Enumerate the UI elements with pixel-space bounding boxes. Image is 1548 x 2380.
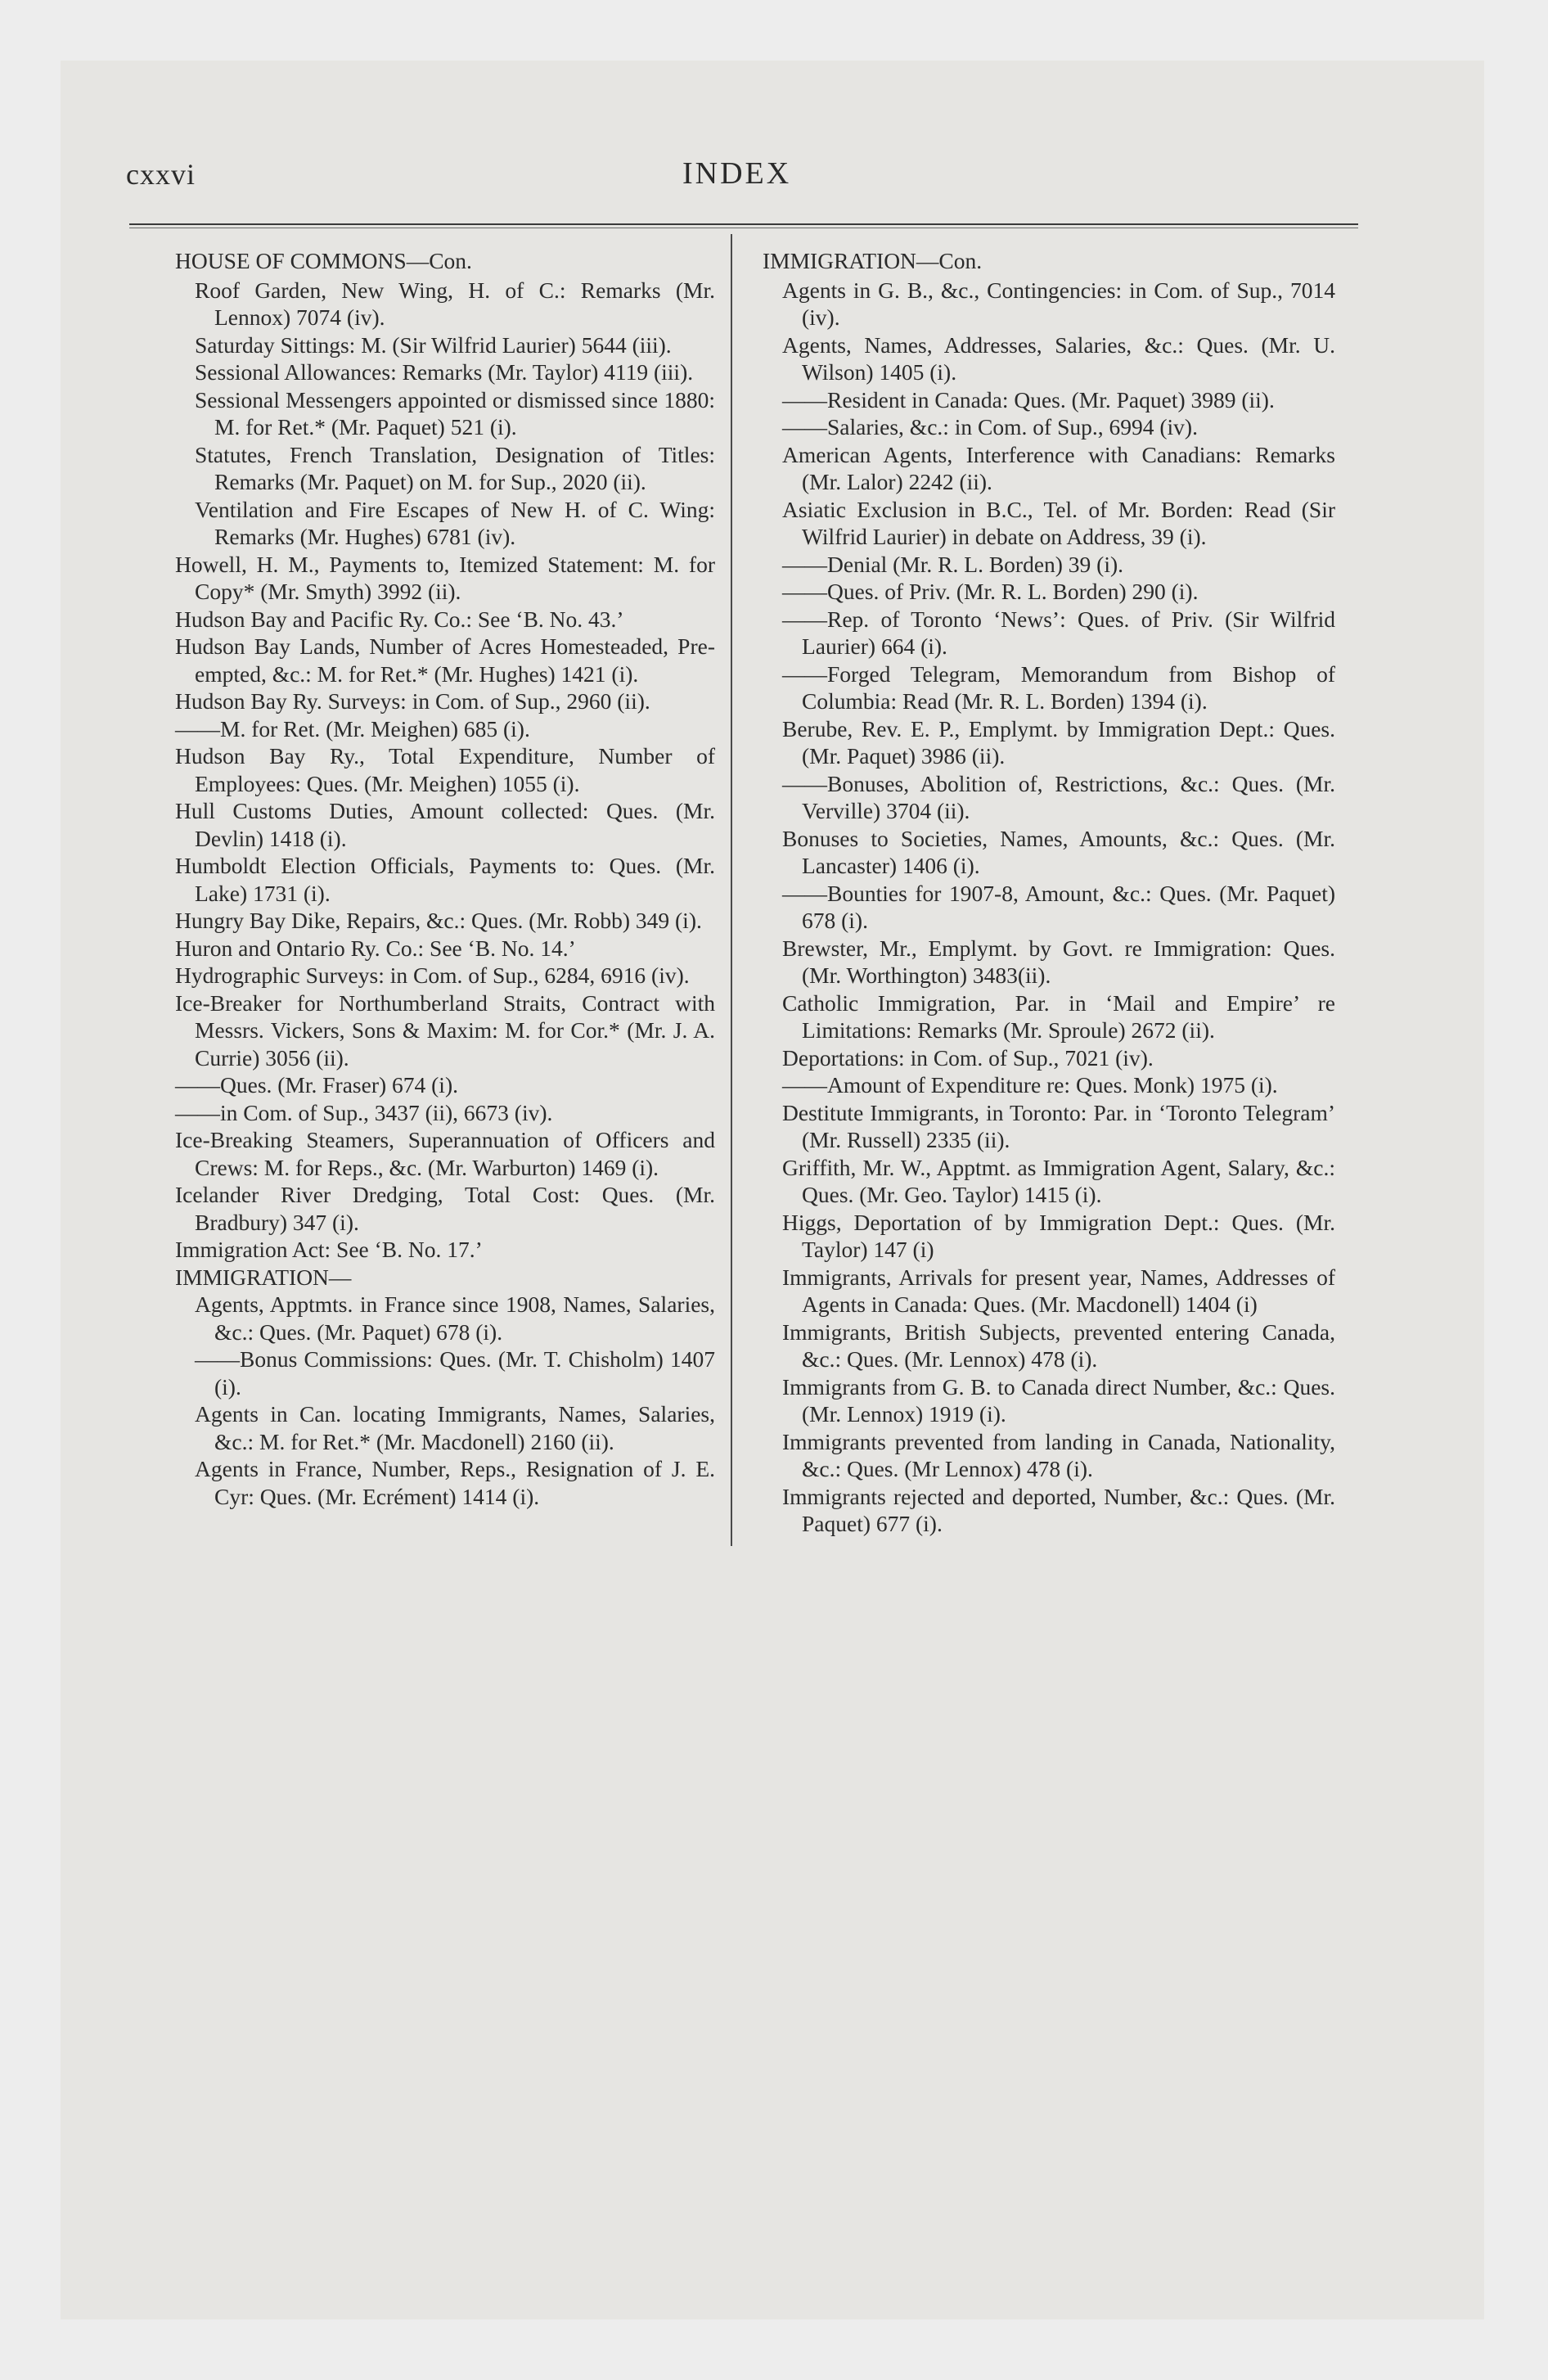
index-entry: Higgs, Deportation of by Immigration Dept.: Ques. (Mr. Taylor) 147 (i) [782,1209,1335,1262]
index-entry: Hudson Bay Ry. Surveys: in Com. of Sup., 2960 (ii). [175,688,650,714]
index-entry: Bonuses to Societies, Names, Amounts, &c.: Ques. (Mr. Lancaster) 1406 (i). [782,825,1335,878]
index-entry: Huron and Ontario Ry. Co.: See ‘B. No. 14.’ [175,935,576,961]
left-entry-list [175,277,715,1511]
index-entry: Agents in France, Number, Reps., Resignation of J. E. Cyr: Ques. (Mr. Ecrément) 1414 (i). [195,1456,715,1509]
index-entry: ——Amount of Expenditure re: Ques. Monk) 1975 (i). [782,1072,1278,1098]
index-entry: Immigrants, British Subjects, prevented entering Canada, &c.: Ques. (Mr. Lennox) 478 (i). [782,1318,1335,1372]
index-entry: Saturday Sittings: M. (Sir Wilfrid Laurier) 5644 (iii). [195,331,672,358]
header-rule [129,223,1358,228]
index-entry: Howell, H. M., Payments to, Itemized Statement: M. for Copy* (Mr. Smyth) 3992 (ii). [175,551,715,604]
index-entry: Griffith, Mr. W., Apptmt. as Immigration Agent, Salary, &c.: Ques. (Mr. Geo. Taylor) 1415 (i). [782,1154,1335,1207]
index-entry: Roof Garden, New Wing, H. of C.: Remarks (Mr. Lennox) 7074 (iv). [195,277,715,330]
index-entry: ——Salaries, &c.: in Com. of Sup., 6994 (iv). [782,414,1198,439]
index-section-heading: IMMIGRATION— [175,1264,352,1290]
index-entry: Sessional Messengers appointed or dismissed since 1880: M. for Ret.* (Mr. Paquet) 521 (i). [195,386,715,439]
index-entry: Statutes, French Translation, Designation of Titles: Remarks (Mr. Paquet) on M. for Sup., 2020 (ii). [195,441,715,494]
index-entry: ——in Com. of Sup., 3437 (ii), 6673 (iv). [175,1099,553,1125]
index-entry: Destitute Immigrants, in Toronto: Par. in ‘Toronto Telegram’ (Mr. Russell) 2335 (ii). [782,1099,1335,1152]
left-column-heading: HOUSE OF COMMONS—Con. [175,248,472,273]
index-entry: Ventilation and Fire Escapes of New H. of C. Wing: Remarks (Mr. Hughes) 6781 (iv). [195,496,715,549]
index-entry: Catholic Immigration, Par. in ‘Mail and Empire’ re Limitations: Remarks (Mr. Sproule) 2672 (ii). [782,989,1335,1043]
index-entry: Immigrants rejected and deported, Number, &c.: Ques. (Mr. Paquet) 677 (i). [782,1483,1335,1536]
left-column [175,247,715,1510]
index-entry: Immigrants prevented from landing in Canada, Nationality, &c.: Ques. (Mr Lennox) 478 (i). [782,1428,1335,1481]
index-entry: Sessional Allowances: Remarks (Mr. Taylor) 4119 (iii). [195,359,694,385]
index-entry: Icelander River Dredging, Total Cost: Ques. (Mr. Bradbury) 347 (i). [175,1182,715,1235]
index-entry: ——Forged Telegram, Memorandum from Bishop of Columbia: Read (Mr. R. L. Borden) 1394 (i). [782,660,1335,714]
page-header [61,61,1484,224]
index-entry: Immigrants from G. B. to Canada direct Number, &c.: Ques. (Mr. Lennox) 1919 (i). [782,1373,1335,1427]
index-entry: ——Resident in Canada: Ques. (Mr. Paquet) 3989 (ii). [782,386,1275,412]
index-entry: ——Bonus Commissions: Ques. (Mr. T. Chisholm) 1407 (i). [195,1346,715,1400]
right-column [763,247,1335,1538]
index-entry: ——M. for Ret. (Mr. Meighen) 685 (i). [175,715,530,741]
index-entry: Hudson Bay Lands, Number of Acres Homesteaded, Pre-empted, &c.: M. for Ret.* (Mr. Hughes) 1421 (i). [175,633,715,687]
index-entry: Hungry Bay Dike, Repairs, &c.: Ques. (Mr. Robb) 349 (i). [175,908,702,933]
index-entry: Immigrants, Arrivals for present year, Names, Addresses of Agents in Canada: Ques. (Mr. Macdonell) 1404 (i) [782,1264,1335,1317]
index-entry: ——Ques. (Mr. Fraser) 674 (i). [175,1072,458,1098]
index-entry: Agents, Names, Addresses, Salaries, &c.: Ques. (Mr. U. Wilson) 1405 (i). [782,331,1335,385]
right-entry-list [763,277,1335,1538]
index-entry: Agents in Can. locating Immigrants, Names, Salaries, &c.: M. for Ret.* (Mr. Macdonell) 2160 (ii). [195,1401,715,1454]
index-entry: Ice-Breaker for Northumberland Straits, Contract with Messrs. Vickers, Sons & Maxim: M. for Cor.* (Mr. J. A. Currie) 3056 (ii). [175,989,715,1071]
index-entry: Ice-Breaking Steamers, Superannuation of Officers and Crews: M. for Reps., &c. (Mr. Warburton) 1469 (i). [175,1127,715,1180]
column-divider [731,234,732,1546]
index-entry: Deportations: in Com. of Sup., 7021 (iv). [782,1044,1154,1071]
index-entry: Humboldt Election Officials, Payments to: Ques. (Mr. Lake) 1731 (i). [175,853,715,906]
running-head: INDEX [682,156,792,191]
index-page [61,61,1484,2319]
index-entry: Hull Customs Duties, Amount collected: Ques. (Mr. Devlin) 1418 (i). [175,798,715,851]
index-entry: American Agents, Interference with Canadians: Remarks (Mr. Lalor) 2242 (ii). [782,441,1335,494]
index-entry: ——Bonuses, Abolition of, Restrictions, &c.: Ques. (Mr. Verville) 3704 (ii). [782,770,1335,823]
index-entry: ——Rep. of Toronto ‘News’: Ques. of Priv. (Sir Wilfrid Laurier) 664 (i). [782,606,1335,659]
index-entry: Brewster, Mr., Emplymt. by Govt. re Immigration: Ques. (Mr. Worthington) 3483(ii). [782,935,1335,988]
index-entry: Berube, Rev. E. P., Emplymt. by Immigration Dept.: Ques. (Mr. Paquet) 3986 (ii). [782,715,1335,769]
index-entry: ——Bounties for 1907-8, Amount, &c.: Ques. (Mr. Paquet) 678 (i). [782,880,1335,933]
index-entry: Hudson Bay and Pacific Ry. Co.: See ‘B. No. 43.’ [175,606,624,632]
index-entry: Hydrographic Surveys: in Com. of Sup., 6284, 6916 (iv). [175,962,690,988]
index-entry: Agents in G. B., &c., Contingencies: in Com. of Sup., 7014 (iv). [782,277,1335,330]
index-entry: Agents, Apptmts. in France since 1908, Names, Salaries, &c.: Ques. (Mr. Paquet) 678 (i). [195,1291,715,1345]
index-entry: Asiatic Exclusion in B.C., Tel. of Mr. Borden: Read (Sir Wilfrid Laurier) in debate on Address, 39 (i). [782,496,1335,549]
index-entry: ——Ques. of Priv. (Mr. R. L. Borden) 290 (i). [782,579,1199,604]
index-entry: Immigration Act: See ‘B. No. 17.’ [175,1237,483,1262]
page-number: cxxvi [126,158,196,191]
index-entry: Hudson Bay Ry., Total Expenditure, Number of Employees: Ques. (Mr. Meighen) 1055 (i). [175,743,715,796]
index-entry: ——Denial (Mr. R. L. Borden) 39 (i). [782,551,1124,577]
right-column-heading: IMMIGRATION—Con. [763,248,983,273]
